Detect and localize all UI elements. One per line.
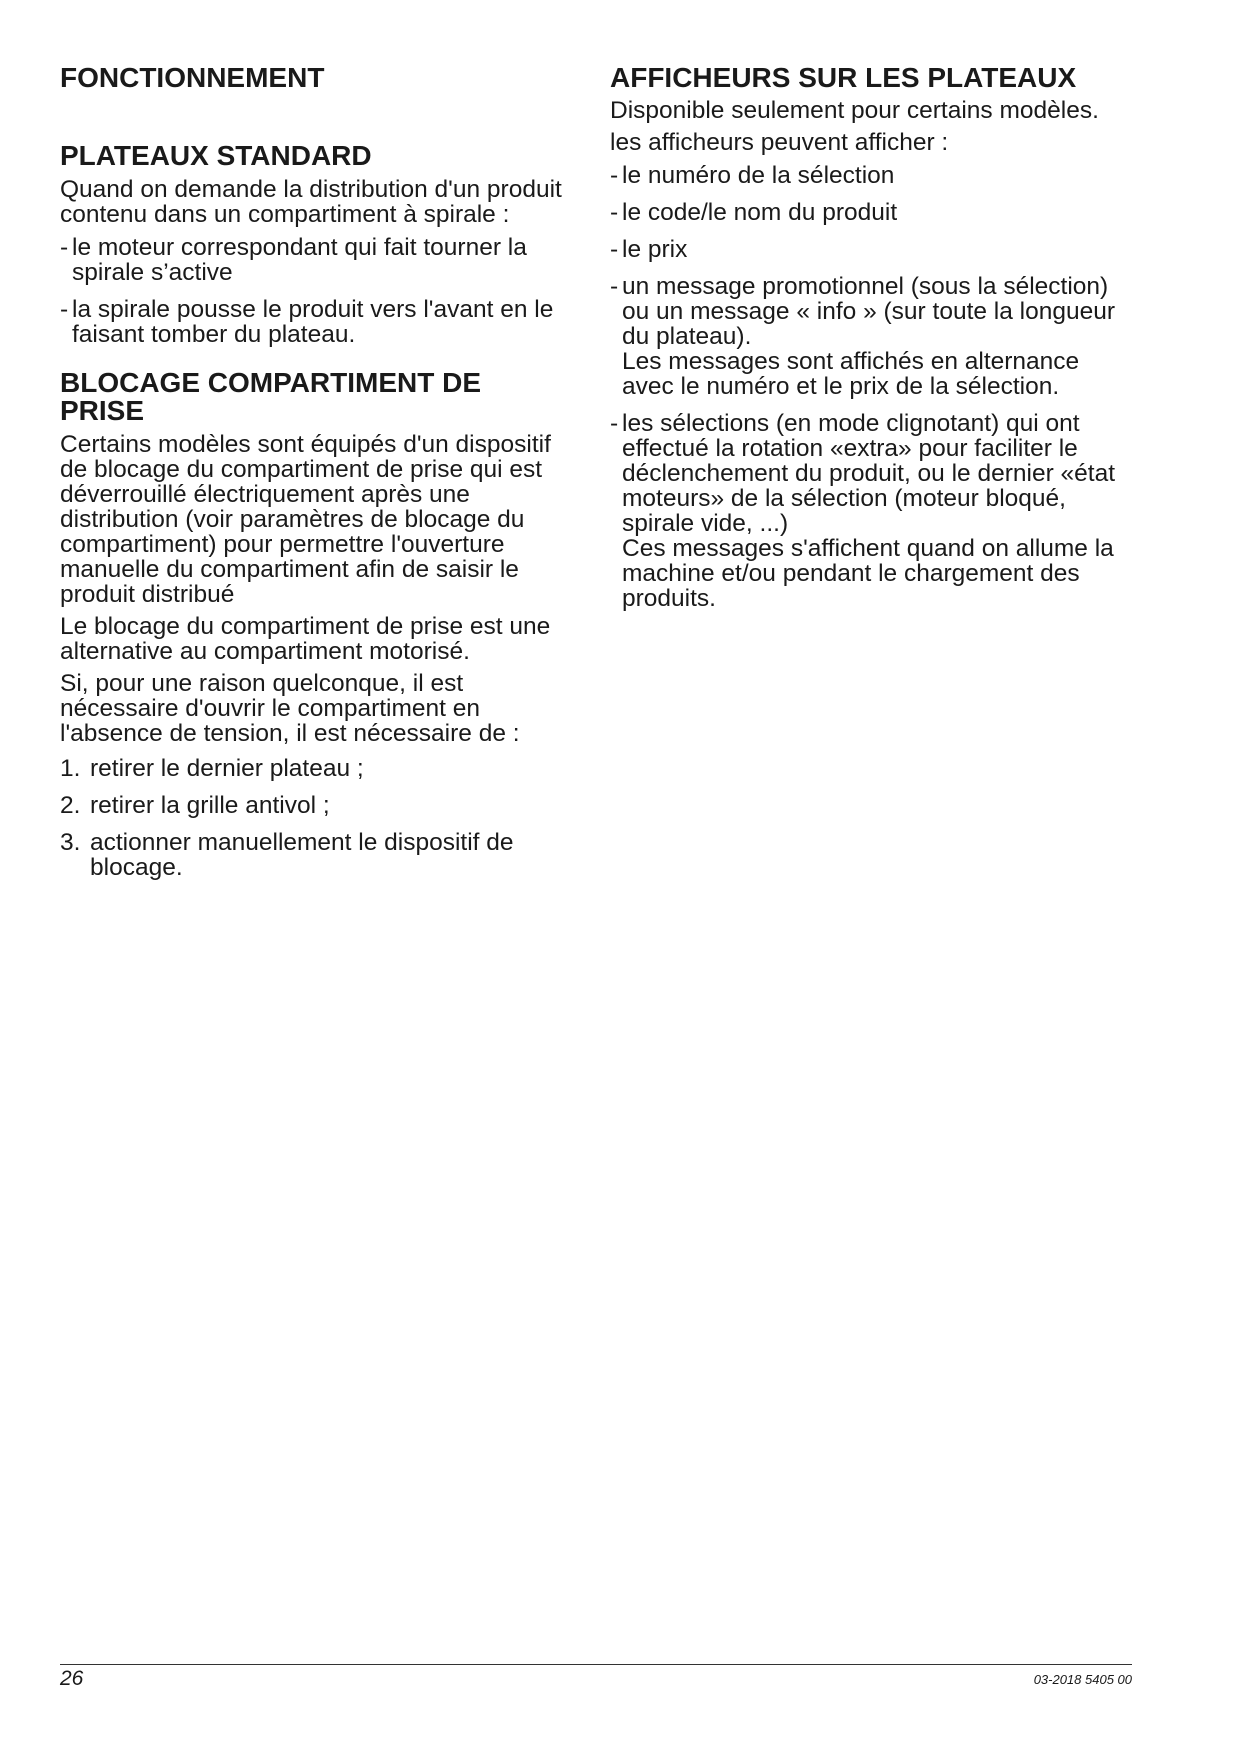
list-item: - les sélections (en mode clignotant) qui ont effectué la rotation «extra» pour faciliter le déclenchement du produit, ou le dernier «état moteurs» de la sélection (moteur bloqué, spirale vide, ...) Ces messages s'affichent quand on allume la machine et/ou pendant le chargement des produits. xyxy=(610,411,1130,611)
section2-paragraph-3: Si, pour une raison quelconque, il est nécessaire d'ouvrir le compartiment en l'absence de tension, il est nécessaire de : xyxy=(60,670,520,747)
left-column xyxy=(60,64,580,892)
list-item: - le code/le nom du produit xyxy=(610,199,898,226)
list-item-note: Les messages sont affichés en alternance avec le numéro et le prix de la sélection. xyxy=(622,348,1080,400)
chapter-title: FONCTIONNEMENT xyxy=(60,62,325,93)
document-code: 03-2018 5405 00 xyxy=(1033,1672,1132,1687)
footer-divider xyxy=(60,1664,1132,1665)
afficheurs-intro: Disponible seulement pour certains modèles. xyxy=(610,97,1099,124)
list-item: - le prix xyxy=(610,236,688,263)
section-title-blocage: BLOCAGE COMPARTIMENT DE PRISE xyxy=(60,367,482,426)
list-item: - le numéro de la sélection xyxy=(610,162,895,189)
section-title-afficheurs: AFFICHEURS SUR LES PLATEAUX xyxy=(610,62,1077,93)
page-number: 26 xyxy=(60,1667,84,1690)
list-item: - le moteur correspondant qui fait tourner la spirale s’active xyxy=(60,234,527,286)
afficheurs-bullet-list xyxy=(610,163,1130,611)
section2-steps xyxy=(60,756,580,880)
list-item: - la spirale pousse le produit vers l'avant en le faisant tomber du plateau. xyxy=(60,296,554,348)
afficheurs-intro-2: les afficheurs peuvent afficher : xyxy=(610,129,949,156)
list-item-note: Ces messages s'affichent quand on allume la machine et/ou pendant le chargement des produits. xyxy=(622,535,1114,612)
section2-paragraph-1: Certains modèles sont équipés d'un dispositif de blocage du compartiment de prise qui est déverrouillé électriquement après une distribution (voir paramètres de blocage du compartiment) pour permettre l'ouverture manuelle du compartiment afin de saisir le produit distribué xyxy=(60,431,551,608)
section1-intro: Quand on demande la distribution d'un produit contenu dans un compartiment à spirale : xyxy=(60,176,562,228)
section-title-plateaux-standard: PLATEAUX STANDARD xyxy=(60,140,372,171)
right-column xyxy=(610,64,1130,623)
list-item: 2. retirer la grille antivol ; xyxy=(60,792,330,819)
list-item: 3. actionner manuellement le dispositif de blocage. xyxy=(60,829,514,881)
section1-bullet-list xyxy=(60,235,580,347)
section2-paragraph-2: Le blocage du compartiment de prise est une alternative au compartiment motorisé. xyxy=(60,613,551,665)
list-item: - un message promotionnel (sous la sélection) ou un message « info » (sur toute la longueur du plateau). Les messages sont affichés en alternance avec le numéro et le prix de la sélection. xyxy=(610,274,1130,399)
list-item: 1. retirer le dernier plateau ; xyxy=(60,755,364,782)
